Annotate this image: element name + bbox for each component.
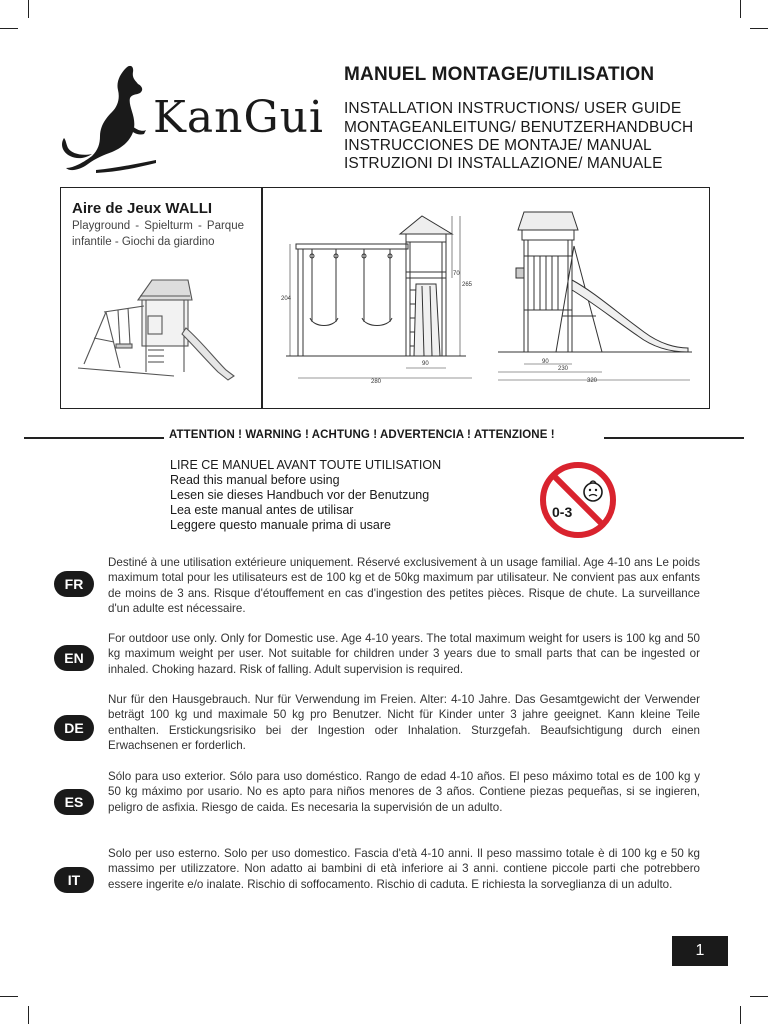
page-title: MANUEL MONTAGE/UTILISATION (344, 64, 655, 85)
lang-badge-es: ES (54, 789, 94, 815)
subtitle-it: ISTRUZIONI DI INSTALLAZIONE/ MANUALE (344, 155, 663, 172)
lang-badge-de: DE (54, 715, 94, 741)
product-title: Aire de Jeux WALLI (72, 200, 213, 217)
safety-text-es: Sólo para uso exterior. Sólo para uso doméstico. Rango de edad 4-10 años. El peso máximo total es de 100 kg y 50 kg máximo por usario. No es apto para niños menores de 3 años. Contiene piezas pequeñas, si se ingieren, peligro de asfixia. Riesgo de caida. Es necesaria la supervisión de un adulto. (108, 770, 700, 814)
side-elevation-drawing (494, 206, 694, 386)
dim-width-tower: 90 (422, 361, 429, 367)
read-manual-en: Read this manual before using (170, 473, 340, 487)
warning-rule-right (604, 437, 744, 439)
subtitle-en: INSTALLATION INSTRUCTIONS/ USER GUIDE (344, 100, 682, 117)
front-elevation-drawing (276, 210, 494, 386)
subtitle-es: INSTRUCCIONES DE MONTAJE/ MANUAL (344, 137, 652, 154)
playground-perspective-illustration (74, 272, 244, 392)
safety-text-fr: Destiné à une utilisation extérieure uniquement. Réservé exclusivement à un usage familial. Age 4-10 ans Le poids maximum total pour les utilisateurs est de 100 kg et de 50kg maximum par utilisateur. Ne convient pas aux enfants de moins de 3 ans. Risque d'étouffement en cas d'ingestion des petites pièces. Risque de chute. La surveillance d'un adulte est nécessaire. (108, 556, 700, 616)
warning-rule-left (24, 437, 164, 439)
read-manual-de: Lesen sie dieses Handbuch vor der Benutzung (170, 488, 430, 502)
product-box-divider (261, 187, 263, 409)
dim-side-total: 320 (587, 378, 598, 384)
dim-side-depth: 230 (558, 366, 569, 372)
age-badge-label: 0-3 (552, 504, 573, 520)
dim-height-roof: 70 (453, 271, 460, 277)
lang-badge-fr: FR (54, 571, 94, 597)
safety-text-de: Nur für den Hausgebrauch. Nur für Verwendung im Freien. Alter: 4-10 Jahre. Das Gesamtgewicht der Verwender beträgt 100 kg und maximale 50 kg pro Benutzer. Nicht für Kinder unter 3 jahre geeignet. Kann kleine Teile enthalten. Erstickungsrisiko bei der Ingestion oder Inhalation. Sturzgefah. Beaufsichtigung durch einen Erwachsenen er forderlich. (108, 693, 700, 753)
subtitle-de: MONTAGEANLEITUNG/ BENUTZERHANDBUCH (344, 119, 694, 136)
lang-badge-it: IT (54, 867, 94, 893)
dim-height-left: 204 (281, 296, 292, 302)
age-restriction-icon (538, 460, 618, 540)
crop-mark (750, 996, 768, 997)
safety-text-en: For outdoor use only. Only for Domestic use. Age 4-10 years. The total maximum weight for users is 100 kg and 50 kg maximum weight per user. Not suitable for children under 3 years due to small parts that can be ingested or inhaled. Choking hazard. Risk of falling. Adult supervision is required. (108, 632, 700, 676)
warning-heading: ATTENTION ! WARNING ! ACHTUNG ! ADVERTENCIA ! ATTENZIONE ! (169, 429, 555, 441)
lang-badge-en: EN (54, 645, 94, 671)
kangaroo-icon (56, 60, 166, 178)
read-manual-es: Lea este manual antes de utilisar (170, 503, 354, 517)
safety-text-it: Solo per uso esterno. Solo per uso domestico. Fascia d'età 4-10 anni. Il peso massimo totale è di 100 kg e 50 kg massimo per utilizzatore. Non adatto ai bambini di età inferiore ai 3 anni. contiene piccole parti che potrebbero essere ingerite e/o inalate. Rischio di soffocamento. Rischio di caduta. E richiesta la sorveglianza di un adulto. (108, 847, 700, 891)
product-description: Playground - Spielturm - Parque infantile - Giochi da giardino (72, 220, 244, 248)
crop-mark (28, 1006, 29, 1024)
crop-mark (0, 28, 18, 29)
read-manual-it: Leggere questo manuale prima di usare (170, 518, 391, 532)
brand-wordmark: KanGui (153, 92, 324, 143)
read-manual-fr: LIRE CE MANUEL AVANT TOUTE UTILISATION (170, 458, 442, 472)
crop-mark (740, 0, 741, 18)
dim-height-total: 265 (462, 282, 473, 288)
crop-mark (28, 0, 29, 18)
dim-side-tower: 90 (542, 359, 549, 365)
crop-mark (750, 28, 768, 29)
crop-mark (740, 1006, 741, 1024)
dim-width-total: 280 (371, 379, 382, 385)
crop-mark (0, 996, 18, 997)
page-number: 1 (672, 936, 728, 966)
